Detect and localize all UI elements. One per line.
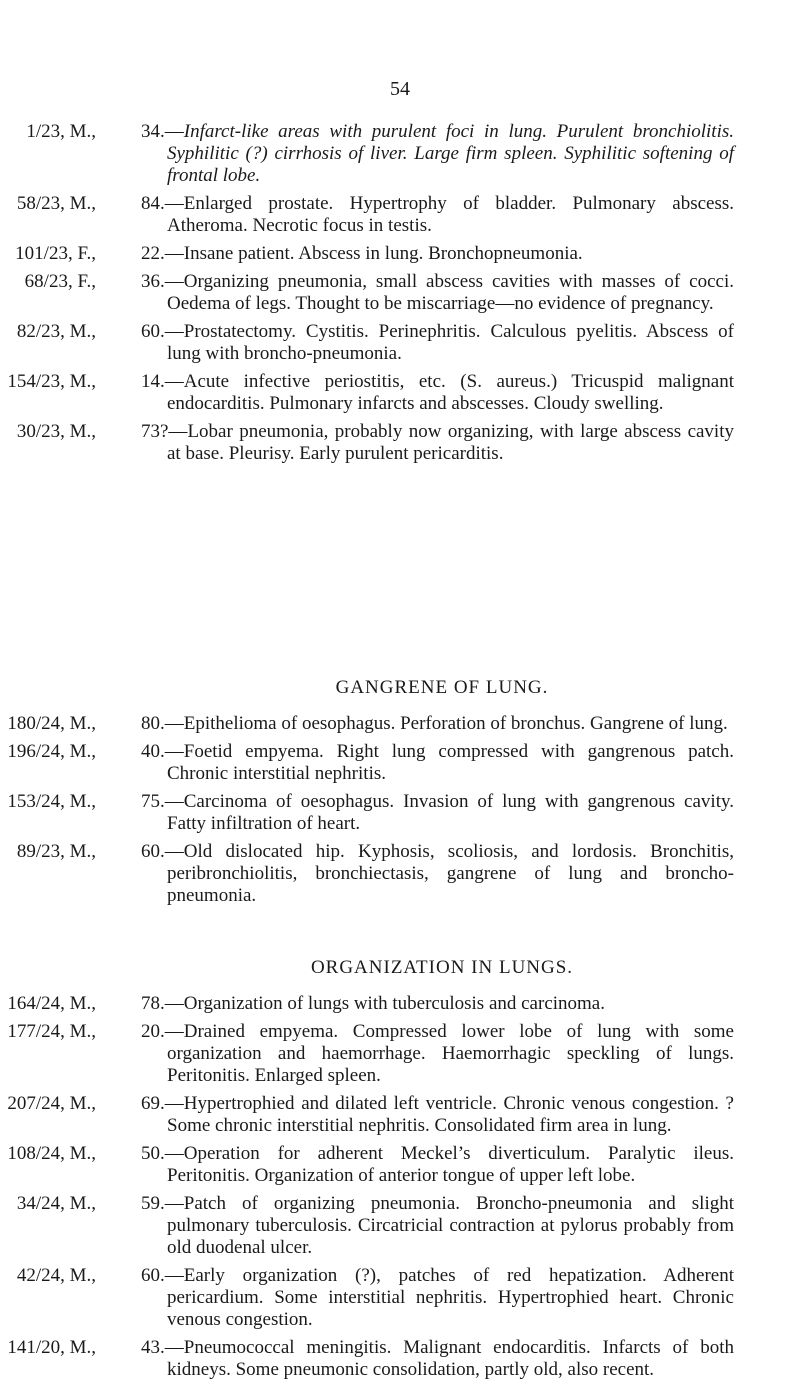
case-id: 196/24, M., [7, 741, 96, 762]
case-age: 59.— [141, 1193, 184, 1214]
case-age: 75.— [141, 791, 184, 812]
case-id: 30/23, M., [16, 421, 96, 442]
case-description: Prostatectomy. Cystitis. Perinephritis. Calculous pyelitis. Abscess of lung with broncho-pneumonia. [167, 321, 734, 364]
case-id: 58/23, M., [16, 193, 96, 214]
case-entry [0, 741, 800, 785]
case-age: 78.— [141, 993, 184, 1014]
section-heading: ORGANIZATION IN LUNGS. [310, 957, 574, 978]
case-entry [0, 791, 800, 835]
case-description: Early organization (?), patches of red hepatization. Adherent pericardium. Some interstitial nephritis. Hypertrophied heart. Chronic venous congestion. [167, 1265, 734, 1330]
section-heading: GANGRENE OF LUNG. [335, 677, 549, 698]
case-entry [0, 271, 800, 315]
case-id: 101/23, F., [15, 243, 96, 264]
case-id: 108/24, M., [7, 1143, 96, 1164]
case-age: 84.— [141, 193, 184, 214]
case-entry [0, 841, 800, 907]
case-age: 60.— [141, 1265, 184, 1286]
case-age: 60.— [141, 841, 184, 862]
case-entry [0, 713, 800, 735]
case-entry [0, 1093, 800, 1137]
case-id: 68/23, F., [24, 271, 96, 292]
case-id: 207/24, M., [7, 1093, 96, 1114]
case-entry [0, 1143, 800, 1187]
case-id: 153/24, M., [7, 791, 96, 812]
case-age: 34.— [141, 121, 184, 142]
case-age: 36.— [141, 271, 184, 292]
case-description: Old dislocated hip. Kyphosis, scoliosis, and lordosis. Bronchitis, peribronchiolitis, bronchiectasis, gangrene of lung and broncho-pneumonia. [167, 841, 734, 906]
case-description: Organization of lungs with tuberculosis and carcinoma. [183, 993, 605, 1014]
case-age: 20.— [141, 1021, 184, 1042]
case-entry [0, 371, 800, 415]
case-id: 180/24, M., [7, 713, 96, 734]
case-description: Lobar pneumonia, probably now organizing, with large abscess cavity at base. Pleurisy. Early purulent pericarditis. [167, 421, 734, 464]
case-id: 89/23, M., [16, 841, 96, 862]
case-entry [0, 421, 800, 465]
case-age: 14.— [141, 371, 184, 392]
case-age: 40.— [141, 741, 184, 762]
case-entry [0, 243, 800, 265]
case-description: Infarct-like areas with purulent foci in lung. Purulent bronchiolitis. Syphilitic (?) cirrhosis of liver. Large firm spleen. Syphilitic softening of frontal lobe. [167, 121, 734, 186]
case-description: Carcinoma of oesophagus. Invasion of lung with gangrenous cavity. Fatty infiltration of heart. [167, 791, 734, 834]
case-age: 50.— [141, 1143, 184, 1164]
case-id: 164/24, M., [7, 993, 96, 1014]
case-description: Enlarged prostate. Hypertrophy of bladder. Pulmonary abscess. Atheroma. Necrotic focus in testis. [167, 193, 734, 236]
case-age: 69.— [141, 1093, 184, 1114]
case-entry [0, 121, 800, 187]
section-abscess [0, 121, 800, 471]
case-description: Hypertrophied and dilated left ventricle. Chronic venous congestion. ? Some chronic interstitial nephritis. Consolidated firm area in lung. [167, 1093, 734, 1136]
case-entry [0, 1265, 800, 1331]
case-description: Organizing pneumonia, small abscess cavities with masses of cocci. Oedema of legs. Thought to be miscarriage—no evidence of pregnancy. [167, 271, 734, 314]
case-entry [0, 993, 800, 1015]
case-description: Insane patient. Abscess in lung. Bronchopneumonia. [183, 243, 583, 264]
case-description: Operation for adherent Meckel’s diverticulum. Paralytic ileus. Peritonitis. Organization of anterior tongue of upper left lobe. [167, 1143, 734, 1186]
page-number: 54 [390, 78, 410, 100]
case-id: 177/24, M., [7, 1021, 96, 1042]
case-id: 34/24, M., [16, 1193, 96, 1214]
section-gangrene [0, 677, 800, 913]
case-description: Drained empyema. Compressed lower lobe of lung with some organization and haemorrhage. Haemorrhagic speckling of lungs. Peritonitis. Enlarged spleen. [167, 1021, 734, 1086]
case-description: Foetid empyema. Right lung compressed with gangrenous patch. Chronic interstitial nephritis. [167, 741, 734, 784]
case-id: 1/23, M., [26, 121, 96, 142]
case-entry [0, 321, 800, 365]
case-id: 141/20, M., [7, 1337, 96, 1358]
case-description: Pneumococcal meningitis. Malignant endocarditis. Infarcts of both kidneys. Some pneumonic consolidation, partly old, also recent. [167, 1337, 734, 1380]
case-description: Patch of organizing pneumonia. Broncho-pneumonia and slight pulmonary tuberculosis. Circatricial contraction at pylorus probably from old duodenal ulcer. [167, 1193, 734, 1258]
case-id: 154/23, M., [7, 371, 96, 392]
case-age: 80.— [141, 713, 184, 734]
case-id: 82/23, M., [16, 321, 96, 342]
case-description: Acute infective periostitis, etc. (S. aureus.) Tricuspid malignant endocarditis. Pulmonary infarcts and abscesses. Cloudy swelling. [167, 371, 734, 414]
case-id: 42/24, M., [16, 1265, 96, 1286]
case-age: 22.— [141, 243, 184, 264]
case-entry [0, 1193, 800, 1259]
case-entry [0, 193, 800, 237]
case-age: 60.— [141, 321, 184, 342]
case-entry [0, 1337, 800, 1381]
section-organization [0, 957, 800, 1387]
case-age: 43.— [141, 1337, 184, 1358]
case-description: Epithelioma of oesophagus. Perforation of bronchus. Gangrene of lung. [183, 713, 728, 734]
case-entry [0, 1021, 800, 1087]
case-age: 73?— [141, 421, 188, 442]
